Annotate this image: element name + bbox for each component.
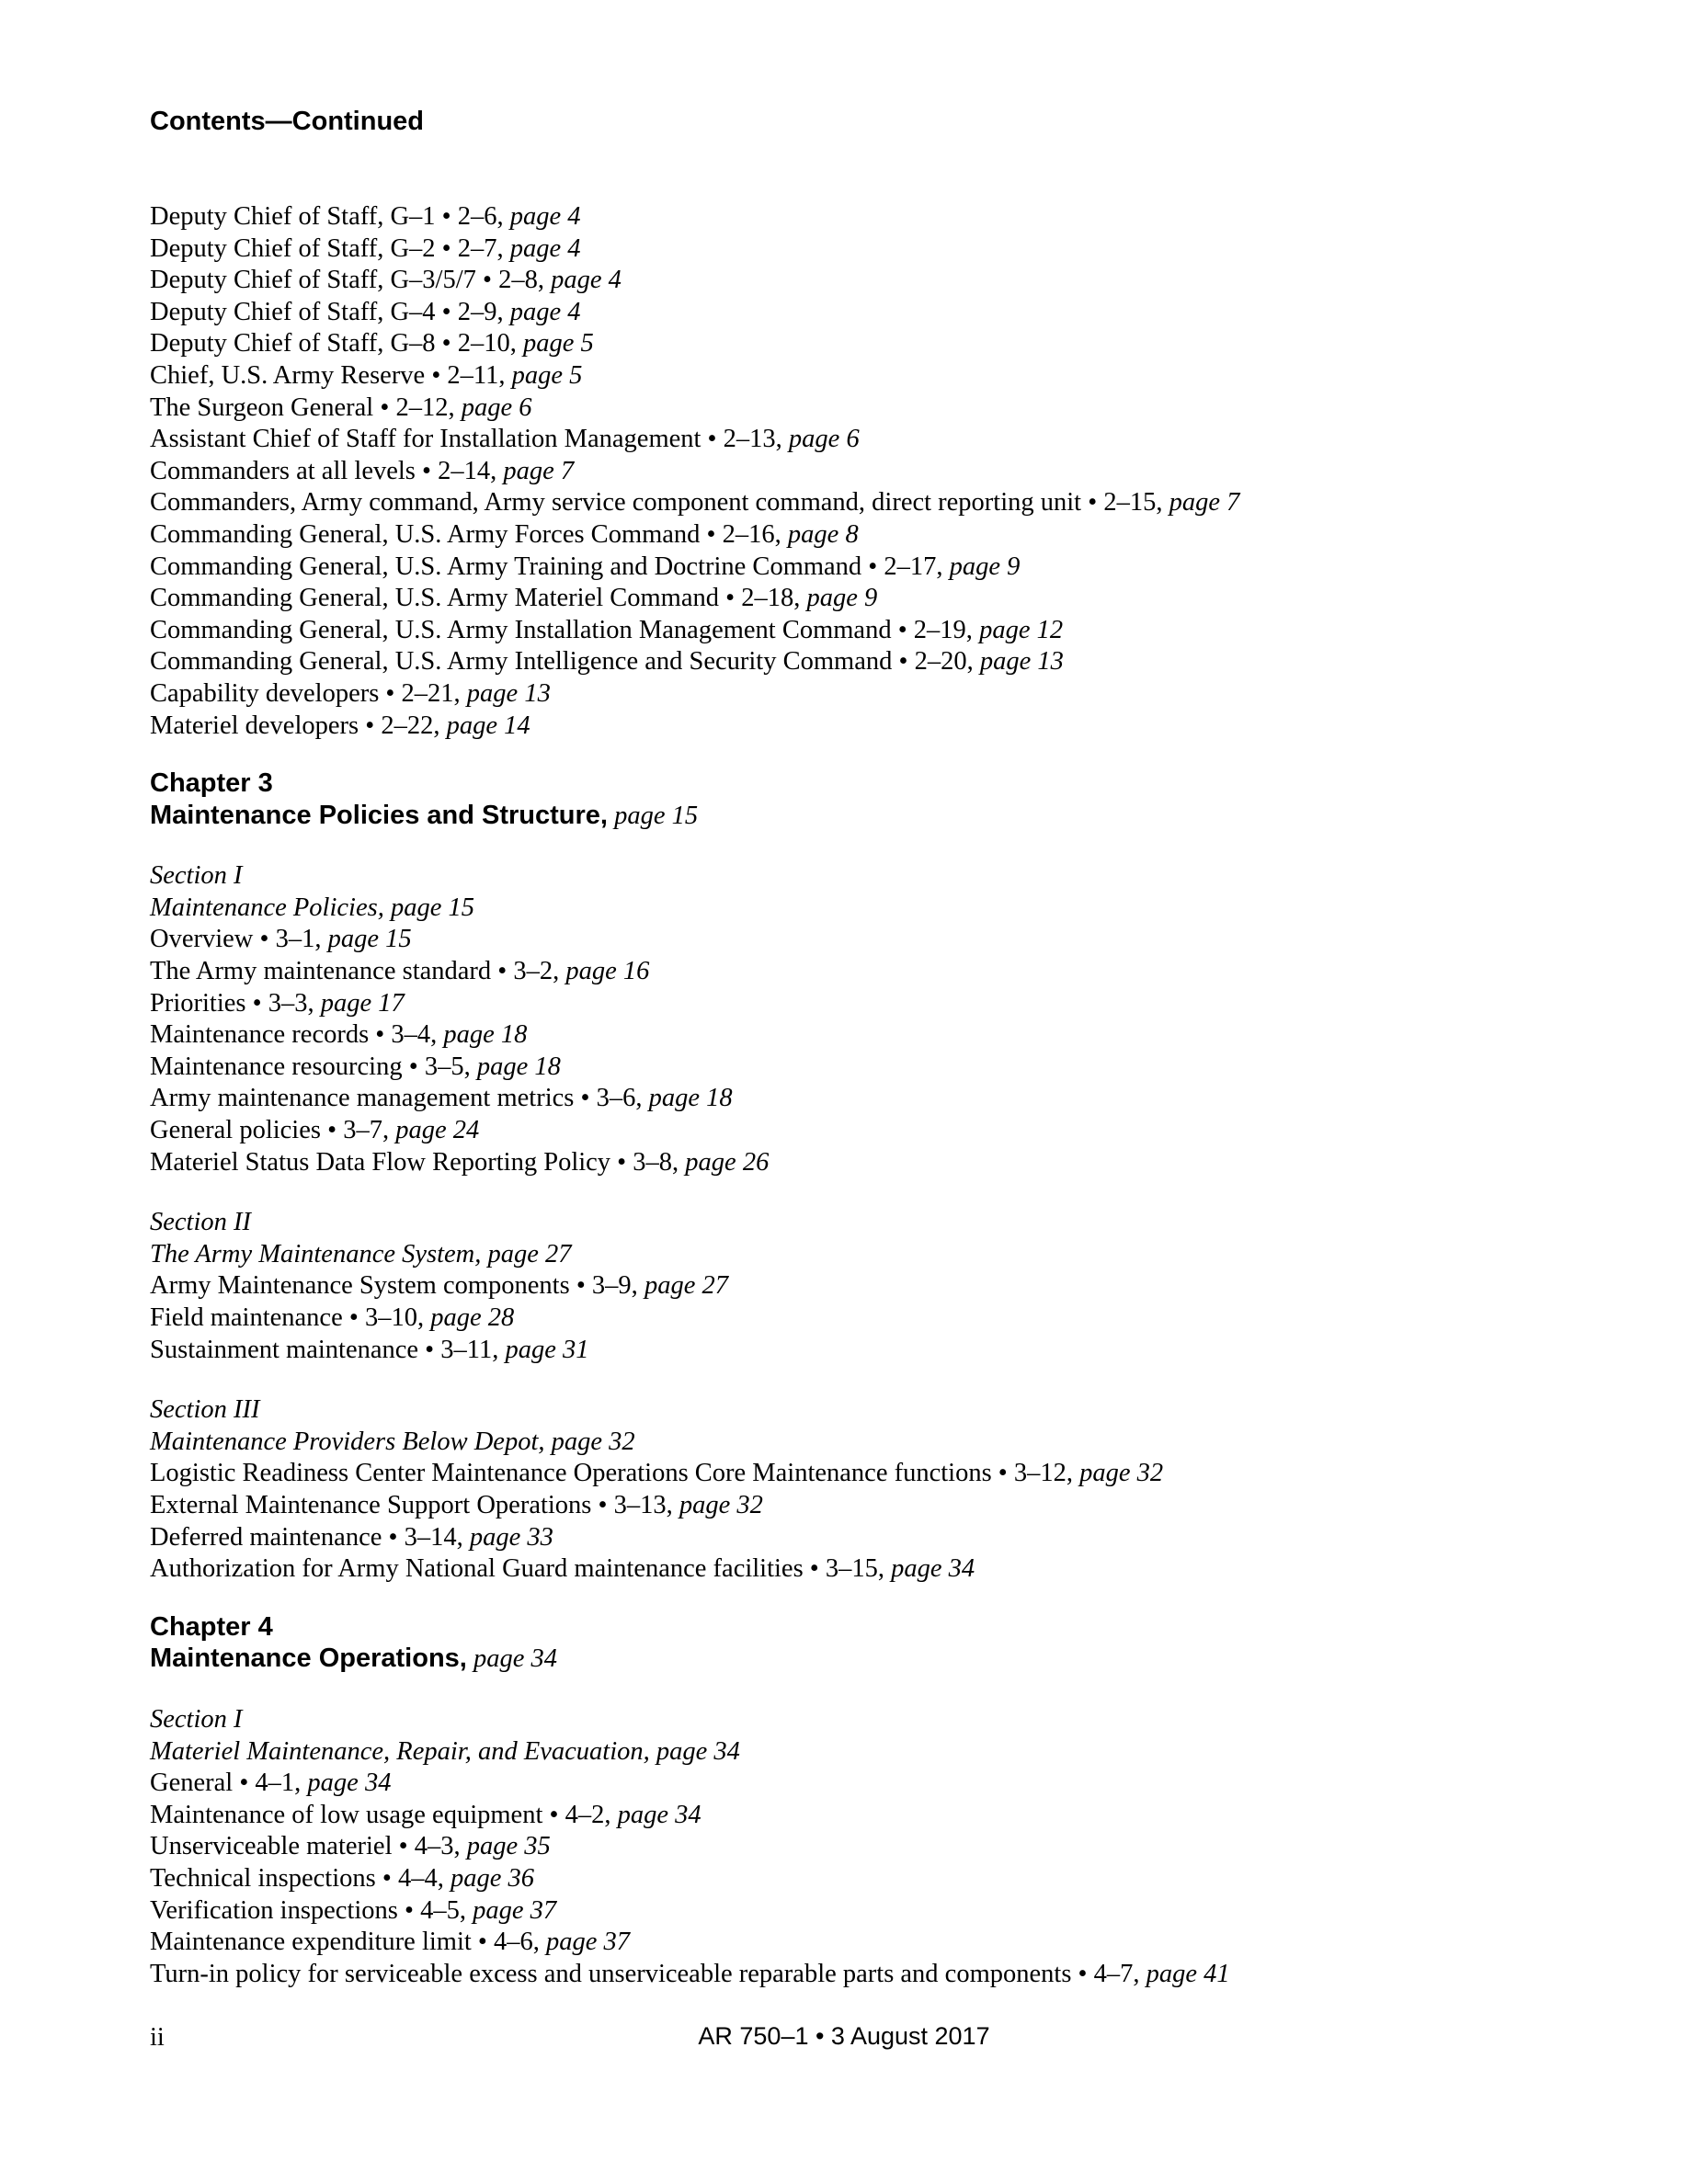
toc-entry: Maintenance expenditure limit • 4–6, page 37	[150, 1928, 631, 1957]
page-ref: page 8	[787, 519, 859, 549]
chapter-title: Maintenance Policies and Structure, page 15	[150, 800, 699, 830]
page-ref: page 14	[446, 711, 530, 740]
page-number: ii	[150, 2023, 165, 2052]
page-ref: page 27	[644, 1271, 728, 1301]
page-ref: page 34	[617, 1800, 701, 1829]
page-ref: page 16	[565, 957, 650, 986]
page-ref: page 15	[607, 801, 699, 830]
toc-entry: Turn-in policy for serviceable excess and unserviceable reparable parts and components • 4–7, page 41	[150, 1959, 1230, 1988]
page-ref: page 6	[461, 392, 532, 422]
section-label: Section II	[150, 1208, 251, 1237]
page-ref: page 9	[806, 584, 878, 613]
page-ref: page 24	[395, 1116, 480, 1145]
toc-entry: Commanders at all levels • 2–14, page 7	[150, 456, 575, 485]
toc-entry: Unserviceable materiel • 4–3, page 35	[150, 1832, 551, 1861]
toc-entry: Verification inspections • 4–5, page 37	[150, 1895, 557, 1925]
page-ref: page 18	[476, 1052, 561, 1081]
page-ref: page 4	[551, 266, 622, 295]
chapter-3-heading	[150, 768, 1529, 832]
toc-entry: Capability developers • 2–21, page 13	[150, 678, 551, 708]
page-ref: page 18	[443, 1020, 528, 1050]
page-ref: page 13	[466, 678, 551, 708]
chapter-4-heading	[150, 1611, 1529, 1676]
page-ref: page 6	[788, 425, 860, 454]
toc-entry: Army Maintenance System components • 3–9, page 27	[150, 1271, 728, 1301]
toc-entry: External Maintenance Support Operations • 3–13, page 32	[150, 1490, 763, 1519]
page-ref: page 9	[949, 552, 1021, 581]
page-ref: page 37	[473, 1895, 557, 1925]
page-ref: page 4	[509, 233, 581, 263]
page-ref: page 32	[679, 1490, 763, 1519]
toc-entry: General policies • 3–7, page 24	[150, 1116, 480, 1145]
page-ref: page 37	[546, 1928, 631, 1957]
page-ref: page 5	[511, 360, 583, 390]
chapter-3-section-2	[150, 1207, 1529, 1366]
toc-entry: Deputy Chief of Staff, G–1 • 2–6, page 4	[150, 202, 581, 231]
section-title: Maintenance Providers Below Depot, page 32	[150, 1427, 635, 1456]
toc-entry: Maintenance resourcing • 3–5, page 18	[150, 1052, 561, 1081]
chapter-title: Maintenance Operations, page 34	[150, 1644, 558, 1674]
chapter-3-section-1	[150, 860, 1529, 1178]
page-ref: page 18	[648, 1084, 733, 1113]
page-ref: page 32	[1079, 1459, 1164, 1488]
toc-entry: Commanding General, U.S. Army Intelligence and Security Command • 2–20, page 13	[150, 647, 1064, 677]
section-title: Maintenance Policies, page 15	[150, 893, 474, 922]
toc-entry: Commanding General, U.S. Army Forces Command • 2–16, page 8	[150, 519, 859, 549]
chapter-3-section-3	[150, 1394, 1529, 1586]
toc-entry: Materiel Status Data Flow Reporting Policy • 3–8, page 26	[150, 1147, 770, 1177]
section-label: Section I	[150, 1704, 243, 1734]
toc-entry: Chief, U.S. Army Reserve • 2–11, page 5	[150, 360, 583, 390]
page-ref: page 5	[523, 329, 594, 358]
toc-entry: Deputy Chief of Staff, G–2 • 2–7, page 4	[150, 233, 581, 263]
page-ref: page 17	[320, 988, 405, 1018]
toc-entry: Logistic Readiness Center Maintenance Operations Core Maintenance functions • 3–12, page 32	[150, 1459, 1164, 1488]
toc-entry: The Army maintenance standard • 3–2, page 16	[150, 957, 650, 986]
page-ref: page 26	[685, 1147, 770, 1177]
toc-page	[150, 103, 1529, 1990]
toc-entry: Overview • 3–1, page 15	[150, 925, 412, 954]
page-ref: page 4	[509, 297, 581, 326]
page-ref: page 36	[450, 1863, 534, 1893]
toc-entry: Deputy Chief of Staff, G–3/5/7 • 2–8, page 4	[150, 266, 622, 295]
toc-entry: Army maintenance management metrics • 3–6, page 18	[150, 1084, 733, 1113]
chapter-4-section-1	[150, 1704, 1529, 1990]
toc-entry: Assistant Chief of Staff for Installation Management • 2–13, page 6	[150, 425, 860, 454]
toc-entry: Maintenance records • 3–4, page 18	[150, 1020, 528, 1050]
toc-entry: Commanders, Army command, Army service component command, direct reporting unit • 2–15, page 7	[150, 488, 1240, 518]
page-ref: page 28	[430, 1303, 515, 1332]
publication-footer: AR 750–1 • 3 August 2017	[698, 2022, 990, 2050]
toc-entry: General • 4–1, page 34	[150, 1769, 392, 1798]
running-head: Contents—Continued	[150, 107, 425, 136]
page-ref: page 15	[327, 925, 412, 954]
chapter-2-entries	[150, 201, 1529, 742]
chapter-number: Chapter 4	[150, 1611, 273, 1642]
toc-entry: Deputy Chief of Staff, G–8 • 2–10, page 5	[150, 329, 594, 358]
page-ref: page 34	[466, 1644, 558, 1674]
toc-entry: Field maintenance • 3–10, page 28	[150, 1303, 515, 1332]
toc-entry: Commanding General, U.S. Army Training and Doctrine Command • 2–17, page 9	[150, 552, 1021, 581]
page-ref: page 4	[509, 202, 581, 231]
toc-entry: Technical inspections • 4–4, page 36	[150, 1863, 534, 1893]
toc-entry: Deputy Chief of Staff, G–4 • 2–9, page 4	[150, 297, 581, 326]
page-ref: page 31	[505, 1335, 589, 1364]
toc-entry: Priorities • 3–3, page 17	[150, 988, 405, 1018]
section-label: Section III	[150, 1395, 260, 1425]
page-ref: page 34	[891, 1554, 975, 1584]
toc-entry: Authorization for Army National Guard maintenance facilities • 3–15, page 34	[150, 1554, 975, 1584]
toc-entry: Commanding General, U.S. Army Materiel Command • 2–18, page 9	[150, 584, 878, 613]
toc-entry: Sustainment maintenance • 3–11, page 31	[150, 1335, 589, 1364]
toc-entry: Materiel developers • 2–22, page 14	[150, 711, 530, 740]
page-ref: page 7	[503, 456, 575, 485]
section-title: The Army Maintenance System, page 27	[150, 1239, 572, 1268]
page-ref: page 13	[979, 647, 1064, 677]
section-title: Materiel Maintenance, Repair, and Evacuation, page 34	[150, 1736, 740, 1766]
page-ref: page 35	[466, 1832, 551, 1861]
page-ref: page 34	[307, 1769, 392, 1798]
section-label: Section I	[150, 861, 243, 891]
page-ref: page 12	[979, 615, 1064, 644]
page-ref: page 33	[469, 1522, 553, 1552]
toc-entry: Deferred maintenance • 3–14, page 33	[150, 1522, 553, 1552]
toc-entry: Maintenance of low usage equipment • 4–2, page 34	[150, 1800, 701, 1829]
page-ref: page 7	[1169, 488, 1240, 518]
toc-entry: The Surgeon General • 2–12, page 6	[150, 392, 532, 422]
toc-entry: Commanding General, U.S. Army Installation Management Command • 2–19, page 12	[150, 615, 1064, 644]
chapter-number: Chapter 3	[150, 768, 273, 799]
page-ref: page 41	[1146, 1959, 1230, 1988]
